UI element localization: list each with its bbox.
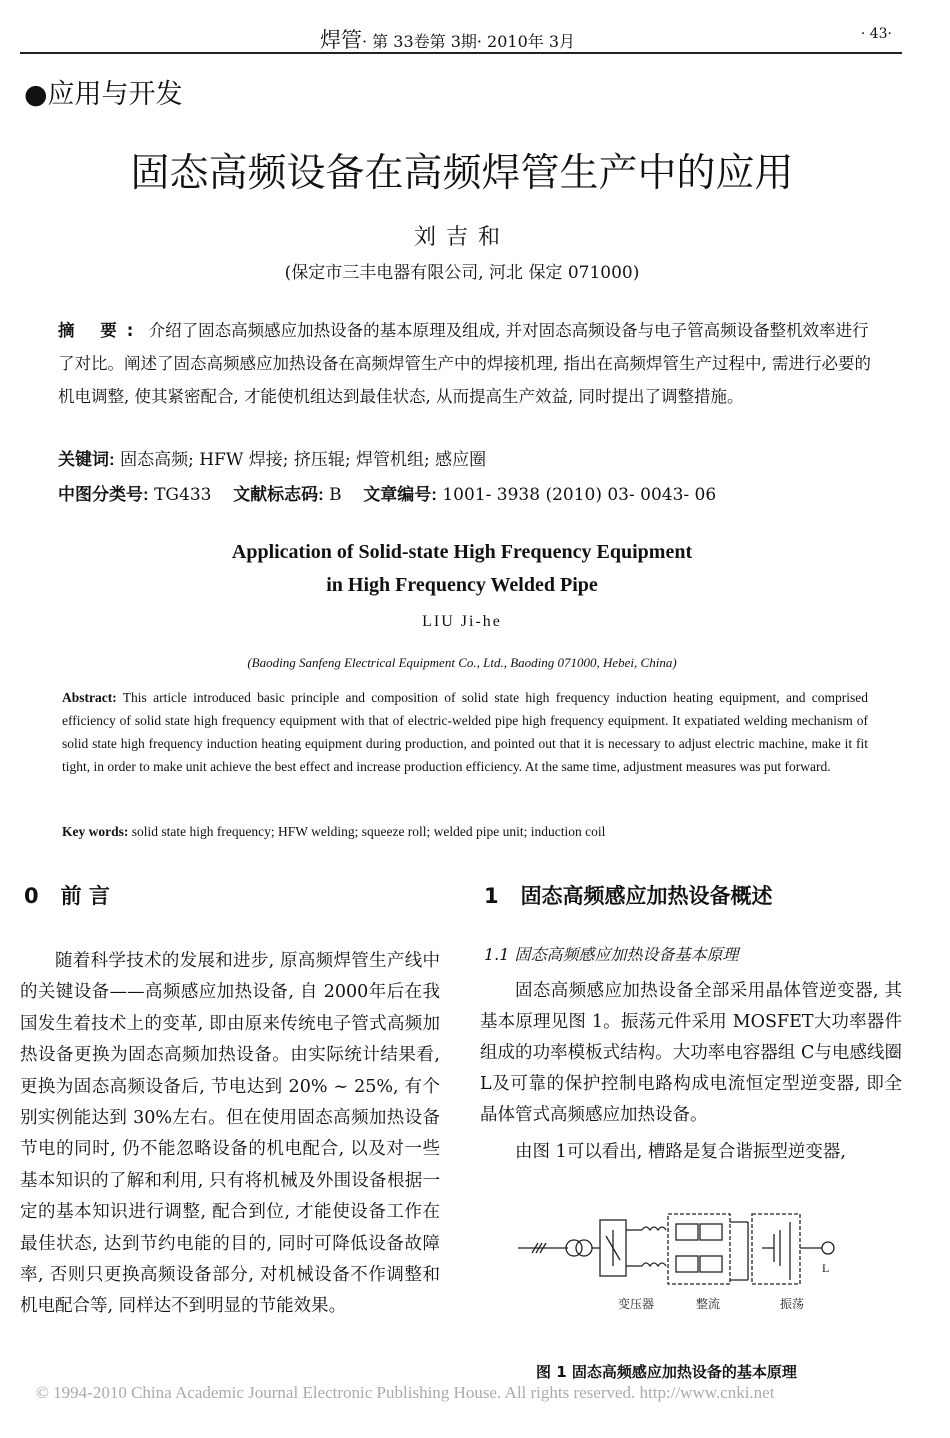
left-column xyxy=(20,946,440,1323)
english-keywords-text: solid state high frequency; HFW welding; squeeze roll; welded pipe unit; induction coil xyxy=(131,824,606,839)
journal-name: 焊管 xyxy=(320,28,362,52)
english-keywords xyxy=(62,824,868,840)
inductor-top xyxy=(642,1227,666,1230)
circuit-diagram xyxy=(510,1208,850,1316)
clc-label: 中图分类号: xyxy=(58,485,149,504)
section-1-heading xyxy=(484,880,773,910)
section-1-paragraph-1: 固态高频感应加热设备全部采用晶体管逆变器, 其基本原理见图 1。振荡元件采用 MOSFET大功率器件组成的功率模板式结构。大功率电容器组 C与电感线圈 L及可靠的保护控制电路构成电流恒定型逆变器, 即全晶体管式高频感应加热设备。 xyxy=(480,981,902,1125)
abstract-label: 摘 要: xyxy=(58,321,144,340)
english-title-line1: Application of Solid-state High Frequency Equipment xyxy=(231,541,693,563)
figure-1-caption: 图 1 固态高频感应加热设备的基本原理 xyxy=(536,1363,797,1381)
rectifier-cell-3 xyxy=(676,1256,698,1272)
section-1-number: 1 xyxy=(484,884,499,908)
subsection-1-1-heading: 1.1 固态高频感应加热设备基本原理 xyxy=(484,945,739,964)
section-0-number: 0 xyxy=(24,884,39,908)
english-title-line2: in High Frequency Welded Pipe xyxy=(326,574,598,596)
copyright-footer: © 1994-2010 China Academic Journal Electronic Publishing House. All rights reserved. http://www.cnki.net xyxy=(36,1383,775,1402)
journal-issue xyxy=(320,24,575,54)
abstract-text: 介绍了固态高频感应加热设备的基本原理及组成, 并对固态高频设备与电子管高频设备整机效率进行了对比。阐述了固态高频感应加热设备在高频焊管生产中的焊接机理, 指出在高频焊管生产过程中, 需进行必要的机电调整, 使其紧密配合, 才能使机组达到最佳状态, 从而提高生产效益, 同时提出了调整措施。 xyxy=(58,321,871,406)
keywords-label: 关键词: xyxy=(58,450,115,469)
classification-line xyxy=(58,480,918,505)
figure-1 xyxy=(510,1208,850,1320)
english-abstract xyxy=(62,686,868,778)
oscillator-block xyxy=(752,1214,800,1284)
rectifier-cell-4 xyxy=(700,1256,722,1272)
english-author: LIU Ji-he xyxy=(422,613,502,630)
issue-info: · 第 33卷第 3期· 2010年 3月 xyxy=(362,32,576,51)
english-abstract-label: Abstract: xyxy=(62,690,117,705)
article-no-value: 1001- 3938 (2010) 03- 0043- 06 xyxy=(442,485,717,505)
english-keywords-label: Key words: xyxy=(62,824,129,839)
label-L: L xyxy=(822,1261,830,1275)
section-0-heading xyxy=(24,880,110,910)
running-header xyxy=(20,18,902,54)
transformer-coil-2 xyxy=(576,1240,592,1256)
section-1-title: 固态高频感应加热设备概述 xyxy=(520,884,773,908)
transformer-coil-1 xyxy=(566,1240,582,1256)
right-column xyxy=(480,976,902,1174)
section-1-paragraph-2: 由图 1可以看出, 槽路是复合谐振型逆变器, xyxy=(515,1142,846,1162)
rectifier-cell-1 xyxy=(676,1224,698,1240)
affiliation: (保定市三丰电器有限公司, 河北 保定 071000) xyxy=(284,263,640,283)
clc-value: TG433 xyxy=(154,485,212,505)
section-0-paragraph: 随着科学技术的发展和进步, 原高频焊管生产线中的关键设备——高频感应加热设备, 自 2000年后在我国发生着技术上的变革, 即由原来传统电子管式高频加热设备更换为固态高频加热设备。由实际统计结果看, 更换为固态高频设备后, 节电达到 20% ~ 25%, 有个别实例能达到 30%左右。但在使用固态高频加热设备节电的同时, 仍不能忽略设备的机电配合, 以及对一些基本知识的了解和利用, 只有将机械及外围设备根据一定的基本知识进行调整, 配合到位, 才能使设备工作在最佳状态, 达到节约电能的目的, 同时可降低设备故障率, 否则只更换高频设备部分, 对机械设备不作调整和机电配合等, 同样达不到明显的节能效果。 xyxy=(20,951,440,1317)
doc-code-label: 文献标志码: xyxy=(233,485,324,504)
keywords-cn xyxy=(58,445,918,470)
section-0-title: 前 言 xyxy=(60,884,110,908)
english-affiliation: (Baoding Sanfeng Electrical Equipment Co., Ltd., Baoding 071000, Hebei, China) xyxy=(247,655,677,670)
label-transformer: 变压器 xyxy=(618,1297,655,1311)
label-oscillator: 振荡 xyxy=(780,1297,805,1311)
paper-title: 固态高频设备在高频焊管生产中的应用 xyxy=(130,151,794,196)
page-number: · 43· xyxy=(860,26,892,42)
induction-coil xyxy=(822,1242,834,1254)
label-rectifier: 整流 xyxy=(696,1297,721,1311)
rectifier-cell-2 xyxy=(700,1224,722,1240)
keywords-text: 固态高频; HFW 焊接; 挤压辊; 焊管机组; 感应圈 xyxy=(120,450,487,470)
article-no-label: 文章编号: xyxy=(363,485,437,504)
inductor-bottom xyxy=(642,1263,666,1266)
author: 刘吉和 xyxy=(413,225,510,250)
section-tag: ●应用与开发 xyxy=(24,79,183,110)
english-title xyxy=(0,536,924,602)
abstract-cn xyxy=(58,314,878,413)
doc-code-value: B xyxy=(329,485,342,505)
english-abstract-text: This article introduced basic principle and composition of solid state high frequency induction heating equipment, and comprised efficiency of solid state high frequency equipment with that of electric-welded pipe high frequency equipment. It expatiated welding mechanism of solid state high frequency induction heating equipment during production, and pointed out that it is necessary to adjust electric machine, make it fit tight, in order to make unit achieve the best effect and increase production efficiency. At the same time, adjustment measures was put forward. xyxy=(62,690,868,774)
